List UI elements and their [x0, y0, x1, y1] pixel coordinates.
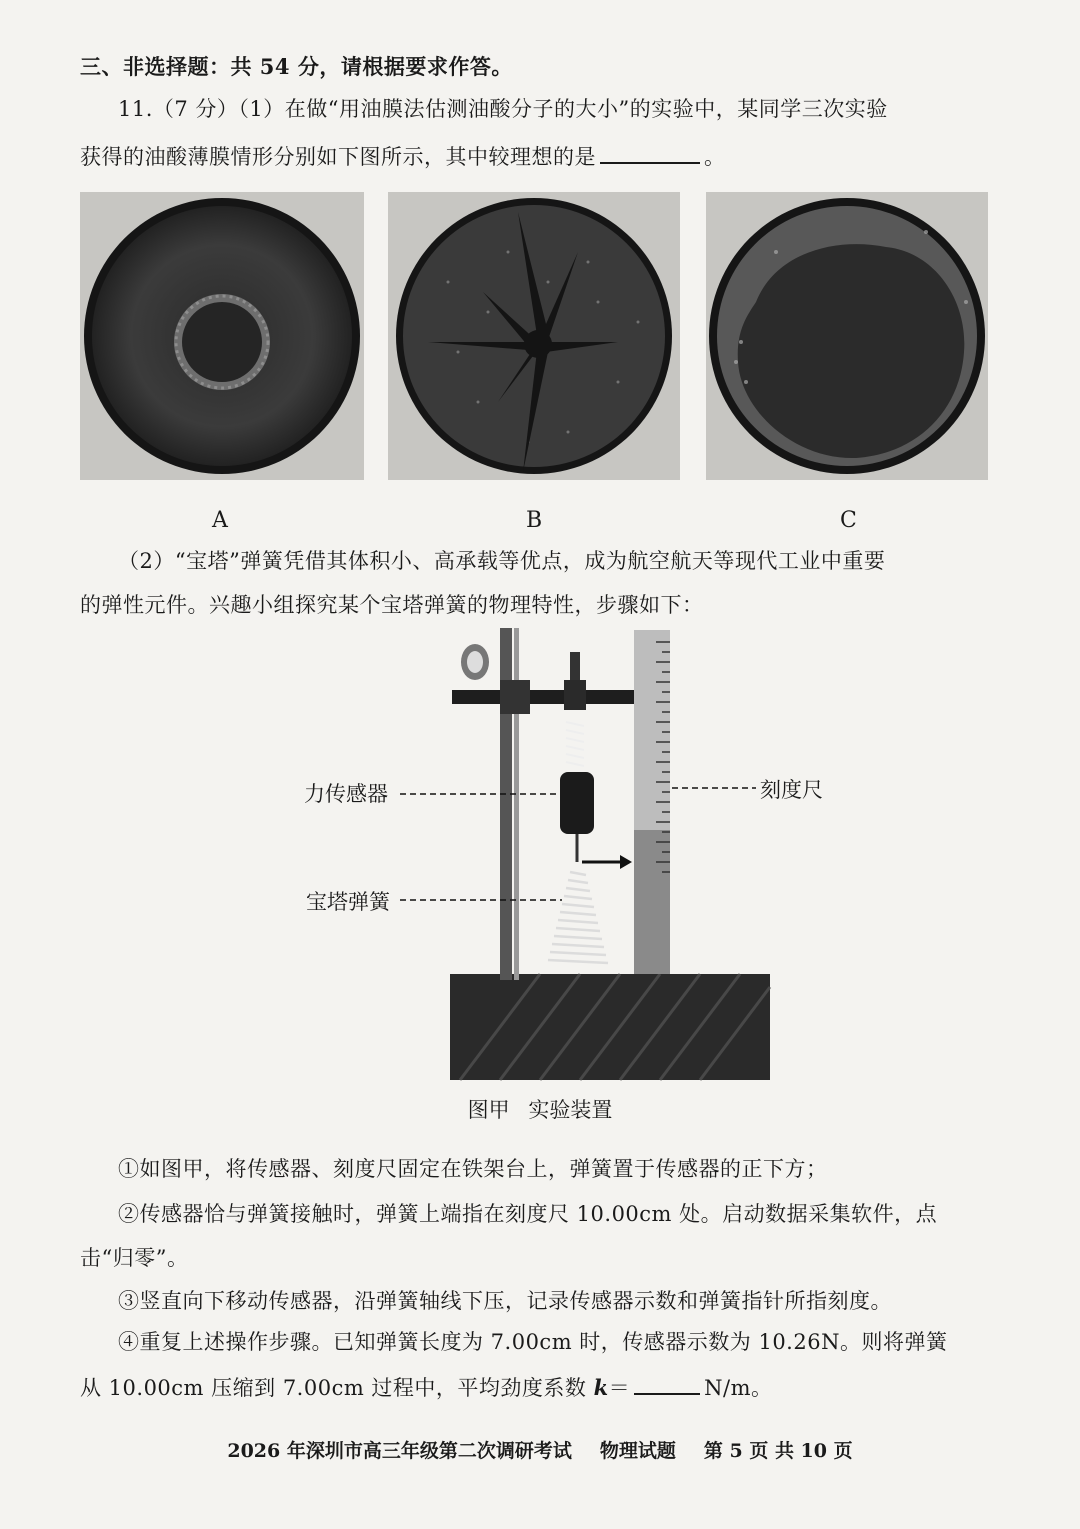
footer-page: 第 5 页 共 10 页	[703, 1440, 853, 1462]
step-4-line2	[80, 1371, 773, 1403]
q11-part1-text: 获得的油酸薄膜情形分别如下图所示，其中较理想的是	[80, 145, 596, 169]
footer-exam: 2026 年深圳市高三年级第二次调研考试	[227, 1440, 572, 1462]
equals-sign: ＝	[608, 1376, 631, 1400]
label-tower-spring: 宝塔弹簧	[306, 890, 390, 914]
footer-subject: 物理试题	[599, 1440, 676, 1462]
apparatus-figure	[300, 622, 860, 1084]
dish-photo-a	[80, 192, 364, 480]
answer-blank-2[interactable]	[634, 1371, 700, 1395]
dish-label-a: A	[212, 508, 228, 533]
dish-label-c: C	[840, 508, 857, 533]
dish-photo-b	[388, 192, 680, 480]
step-4-unit: N/m。	[704, 1376, 773, 1400]
figure-caption: 图甲 实验装置	[467, 1098, 613, 1122]
dish-photo-c	[706, 192, 988, 480]
q11-part2-line2: 的弹性元件。兴趣小组探究某个宝塔弹簧的物理特性，步骤如下：	[80, 593, 704, 617]
label-force-sensor: 力传感器	[304, 782, 388, 806]
section-heading: 三、非选择题：共 54 分，请根据要求作答。	[80, 54, 513, 79]
step-4-line1: ④重复上述操作步骤。已知弹簧长度为 7.00cm 时，传感器示数为 10.26N。则将弹簧	[118, 1330, 948, 1354]
answer-blank-1[interactable]	[600, 140, 700, 164]
q11-part2-line1: （2）“宝塔”弹簧凭借其体积小、高承载等优点，成为航空航天等现代工业中重要	[118, 549, 886, 573]
dish-label-b: B	[526, 508, 543, 533]
step-2-line2: 击“归零”。	[80, 1246, 189, 1270]
step-3: ③竖直向下移动传感器，沿弹簧轴线下压，记录传感器示数和弹簧指针所指刻度。	[118, 1289, 892, 1313]
label-ruler: 刻度尺	[760, 778, 823, 802]
step-2-line1: ②传感器恰与弹簧接触时，弹簧上端指在刻度尺 10.00cm 处。启动数据采集软件，点	[118, 1202, 938, 1226]
step-4-text-a: 从 10.00cm 压缩到 7.00cm 过程中，平均劲度系数	[80, 1376, 594, 1400]
q11-part1-end: 。	[704, 145, 726, 169]
page-footer	[0, 1436, 1080, 1463]
q11-part1-line1: 11.（7 分）（1）在做“用油膜法估测油酸分子的大小”的实验中，某同学三次实验	[118, 97, 888, 121]
step-1: ①如图甲，将传感器、刻度尺固定在铁架台上，弹簧置于传感器的正下方；	[118, 1157, 828, 1181]
k-symbol: k	[593, 1375, 609, 1400]
q11-part1-line2	[80, 140, 726, 172]
